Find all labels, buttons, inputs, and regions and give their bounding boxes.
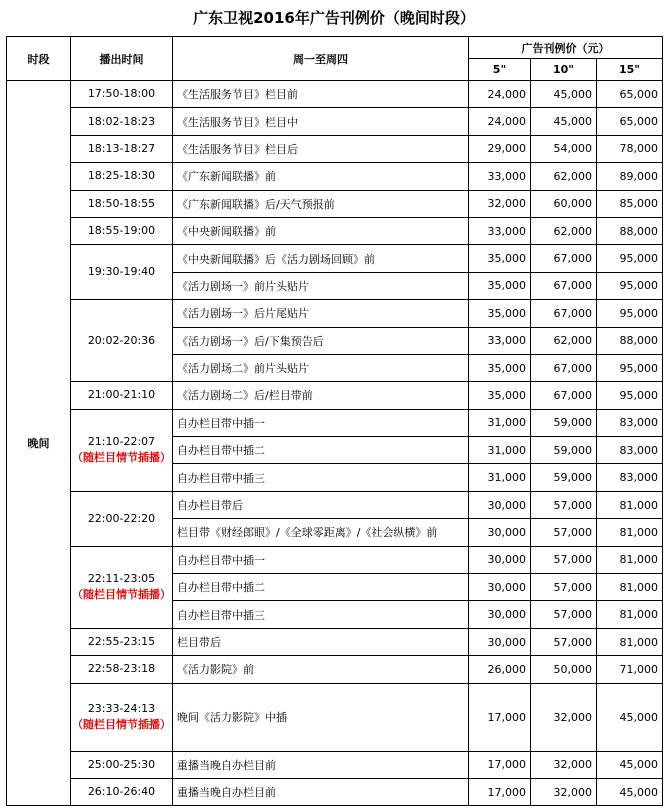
program-cell: 自办栏目带中插三: [173, 601, 469, 628]
time-label: 18:25-18:30: [87, 169, 156, 183]
program-cell: 栏目带《财经郎眼》/《全球零距离》/《社会纵横》前: [173, 519, 469, 546]
price-15s-cell: 45,000: [597, 683, 663, 751]
price-15s-cell: 81,000: [597, 628, 663, 655]
price-15s-cell: 45,000: [597, 751, 663, 778]
table-row: [7, 108, 663, 135]
time-label: 20:02-20:36: [87, 333, 156, 347]
time-label: 21:10-22:07: [87, 435, 156, 449]
time-cell: [71, 217, 173, 244]
time-label: 18:50-18:55: [87, 196, 156, 210]
price-10s-cell: 45,000: [531, 108, 597, 135]
program-cell: 自办栏目带中插三: [173, 464, 469, 491]
program-cell: 重播当晚自办栏目前: [173, 778, 469, 805]
header-price: 广告刊例价（元）: [469, 37, 663, 59]
price-15s-cell: 83,000: [597, 437, 663, 464]
price-10s-cell: 62,000: [531, 327, 597, 354]
program-cell: 自办栏目带后: [173, 491, 469, 518]
time-label: 26:10-26:40: [87, 785, 156, 799]
time-cell: [71, 778, 173, 805]
price-15s-cell: 83,000: [597, 464, 663, 491]
header-period: 时段: [7, 37, 71, 81]
price-15s-cell: 95,000: [597, 354, 663, 381]
header-10s: 10": [531, 59, 597, 81]
price-10s-cell: 57,000: [531, 519, 597, 546]
insert-note: （随栏目情节插播）: [72, 451, 171, 465]
program-cell: 《广东新闻联播》后/天气预报前: [173, 190, 469, 217]
price-10s-cell: 57,000: [531, 491, 597, 518]
price-10s-cell: 57,000: [531, 546, 597, 573]
price-15s-cell: 78,000: [597, 135, 663, 162]
price-5s-cell: 31,000: [469, 437, 531, 464]
table-row: [7, 409, 663, 436]
time-label: 22:58-23:18: [87, 662, 156, 676]
time-cell: [71, 108, 173, 135]
price-5s-cell: 33,000: [469, 327, 531, 354]
price-10s-cell: 67,000: [531, 354, 597, 381]
program-cell: 栏目带后: [173, 628, 469, 655]
price-5s-cell: 29,000: [469, 135, 531, 162]
price-10s-cell: 57,000: [531, 574, 597, 601]
program-cell: 《广东新闻联播》前: [173, 163, 469, 190]
price-10s-cell: 67,000: [531, 272, 597, 299]
time-cell: [71, 163, 173, 190]
time-cell: [71, 683, 173, 751]
time-cell: [71, 628, 173, 655]
price-15s-cell: 65,000: [597, 81, 663, 108]
price-15s-cell: 81,000: [597, 491, 663, 518]
program-cell: 《生活服务节目》栏目后: [173, 135, 469, 162]
price-15s-cell: 45,000: [597, 778, 663, 805]
price-10s-cell: 32,000: [531, 751, 597, 778]
price-15s-cell: 65,000: [597, 108, 663, 135]
time-label: 21:00-21:10: [87, 388, 156, 402]
program-cell: 晚间《活力影院》中插: [173, 683, 469, 751]
time-cell: [71, 546, 173, 628]
header-5s: 5": [469, 59, 531, 81]
program-cell: 《生活服务节目》栏目前: [173, 81, 469, 108]
time-cell: [71, 135, 173, 162]
price-10s-cell: 50,000: [531, 656, 597, 683]
program-cell: 《中央新闻联播》前: [173, 217, 469, 244]
price-5s-cell: 35,000: [469, 272, 531, 299]
time-cell: [71, 409, 173, 491]
table-row: [7, 683, 663, 751]
table-row: [7, 751, 663, 778]
price-15s-cell: 89,000: [597, 163, 663, 190]
price-5s-cell: 26,000: [469, 656, 531, 683]
price-5s-cell: 24,000: [469, 108, 531, 135]
price-10s-cell: 45,000: [531, 81, 597, 108]
price-10s-cell: 32,000: [531, 683, 597, 751]
price-15s-cell: 81,000: [597, 574, 663, 601]
price-15s-cell: 95,000: [597, 300, 663, 327]
program-cell: 重播当晚自办栏目前: [173, 751, 469, 778]
price-5s-cell: 33,000: [469, 163, 531, 190]
time-label: 22:55-23:15: [87, 635, 156, 648]
program-cell: 《活力剧场一》前片头贴片: [173, 272, 469, 299]
price-15s-cell: 81,000: [597, 601, 663, 628]
price-5s-cell: 24,000: [469, 81, 531, 108]
price-5s-cell: 32,000: [469, 190, 531, 217]
price-5s-cell: 33,000: [469, 217, 531, 244]
table-row: [7, 245, 663, 272]
price-15s-cell: 85,000: [597, 190, 663, 217]
price-5s-cell: 30,000: [469, 519, 531, 546]
price-15s-cell: 81,000: [597, 519, 663, 546]
table-body: [7, 81, 663, 806]
table-row: [7, 491, 663, 518]
table-row: [7, 217, 663, 244]
price-5s-cell: 35,000: [469, 300, 531, 327]
time-cell: [71, 245, 173, 300]
time-cell: [71, 190, 173, 217]
price-15s-cell: 88,000: [597, 217, 663, 244]
price-15s-cell: 83,000: [597, 409, 663, 436]
price-10s-cell: 32,000: [531, 778, 597, 805]
time-cell: [71, 382, 173, 409]
header-15s: 15": [597, 59, 663, 81]
price-5s-cell: 31,000: [469, 409, 531, 436]
time-label: 23:33-24:13: [87, 702, 156, 716]
period-cell: 晚间: [7, 81, 71, 806]
table-row: [7, 135, 663, 162]
time-label: 22:00-22:20: [87, 511, 156, 525]
price-10s-cell: 59,000: [531, 464, 597, 491]
price-15s-cell: 71,000: [597, 656, 663, 683]
table-row: [7, 163, 663, 190]
program-cell: 自办栏目带中插二: [173, 437, 469, 464]
price-15s-cell: 95,000: [597, 382, 663, 409]
price-5s-cell: 17,000: [469, 751, 531, 778]
header-time: 播出时间: [71, 37, 173, 81]
time-label: 25:00-25:30: [87, 757, 156, 771]
price-5s-cell: 17,000: [469, 683, 531, 751]
program-cell: 《活力剧场一》后/下集预告后: [173, 327, 469, 354]
insert-note: （随栏目情节插播）: [72, 588, 171, 602]
time-label: 17:50-18:00: [87, 87, 156, 101]
time-label: 18:13-18:27: [87, 141, 156, 155]
program-cell: 自办栏目带中插二: [173, 574, 469, 601]
page-title: 广东卫视2016年广告刊例价（晚间时段）: [193, 9, 475, 27]
price-10s-cell: 57,000: [531, 628, 597, 655]
price-10s-cell: 60,000: [531, 190, 597, 217]
time-label: 18:55-19:00: [87, 224, 156, 238]
price-15s-cell: 95,000: [597, 245, 663, 272]
price-5s-cell: 31,000: [469, 464, 531, 491]
price-5s-cell: 30,000: [469, 546, 531, 573]
price-10s-cell: 67,000: [531, 382, 597, 409]
table-row: [7, 300, 663, 327]
price-10s-cell: 62,000: [531, 217, 597, 244]
time-cell: [71, 656, 173, 683]
program-cell: 自办栏目带中插一: [173, 546, 469, 573]
program-cell: 《活力剧场二》后/栏目带前: [173, 382, 469, 409]
program-cell: 《活力剧场二》前片头贴片: [173, 354, 469, 381]
header-program: 周一至周四: [173, 37, 469, 81]
time-label: 18:02-18:23: [87, 114, 156, 128]
table-row: [7, 190, 663, 217]
price-15s-cell: 81,000: [597, 546, 663, 573]
price-5s-cell: 30,000: [469, 491, 531, 518]
price-15s-cell: 95,000: [597, 272, 663, 299]
time-cell: [71, 751, 173, 778]
program-cell: 《活力影院》前: [173, 656, 469, 683]
price-5s-cell: 30,000: [469, 601, 531, 628]
price-15s-cell: 88,000: [597, 327, 663, 354]
price-table: [6, 36, 663, 806]
price-10s-cell: 54,000: [531, 135, 597, 162]
price-5s-cell: 17,000: [469, 778, 531, 805]
price-10s-cell: 57,000: [531, 601, 597, 628]
time-cell: [71, 81, 173, 108]
price-5s-cell: 30,000: [469, 574, 531, 601]
price-10s-cell: 59,000: [531, 437, 597, 464]
program-cell: 自办栏目带中插一: [173, 409, 469, 436]
program-cell: 《生活服务节目》栏目中: [173, 108, 469, 135]
table-row: [7, 546, 663, 573]
table-row: [7, 656, 663, 683]
time-label: 19:30-19:40: [87, 265, 156, 279]
price-5s-cell: 35,000: [469, 382, 531, 409]
price-10s-cell: 67,000: [531, 245, 597, 272]
price-10s-cell: 62,000: [531, 163, 597, 190]
price-5s-cell: 35,000: [469, 245, 531, 272]
insert-note: （随栏目情节插播）: [72, 718, 171, 732]
table-row: [7, 81, 663, 108]
table-row: [7, 628, 663, 655]
time-label: 22:11-23:05: [87, 572, 156, 586]
price-10s-cell: 59,000: [531, 409, 597, 436]
price-5s-cell: 35,000: [469, 354, 531, 381]
table-row: [7, 382, 663, 409]
table-row: [7, 778, 663, 805]
program-cell: 《中央新闻联播》后《活力剧场回顾》前: [173, 245, 469, 272]
time-cell: [71, 491, 173, 546]
program-cell: 《活力剧场一》后片尾贴片: [173, 300, 469, 327]
price-10s-cell: 67,000: [531, 300, 597, 327]
time-cell: [71, 300, 173, 382]
price-5s-cell: 30,000: [469, 628, 531, 655]
